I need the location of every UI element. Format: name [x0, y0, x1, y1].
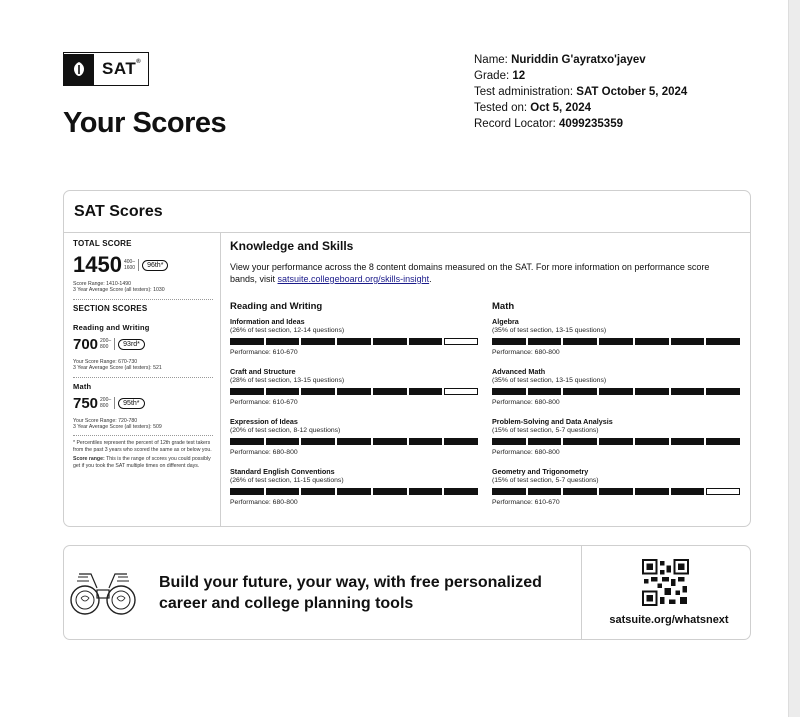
performance-bar-segment [337, 488, 371, 495]
total-percentile-badge: 96th* [142, 260, 168, 271]
performance-bar-segment [528, 388, 562, 395]
percentile-footnote: * Percentiles represent the percent of 12th grade test takers from the past 3 years who scored the same as or below you. [73, 440, 212, 453]
domain-item [492, 367, 740, 417]
total-average: 3 Year Average Score (all testers): 1030 [73, 287, 165, 294]
domain-item [230, 417, 478, 467]
math-score-scale: 200– 800 [100, 397, 115, 409]
qr-code-icon[interactable] [642, 559, 689, 606]
performance-bar-segment [444, 388, 478, 395]
performance-bar-segment [301, 488, 335, 495]
performance-bar-segment [671, 388, 705, 395]
sat-scores-card [63, 190, 751, 527]
sat-logo [63, 52, 149, 86]
performance-bar-segment [528, 488, 562, 495]
performance-bar [492, 338, 740, 345]
performance-bar-segment [301, 338, 335, 345]
rw-score-scale: 200– 800 [100, 338, 115, 350]
domain-item [492, 467, 740, 517]
rw-score: 700 [73, 335, 99, 353]
performance-bar-segment [599, 338, 633, 345]
knowledge-skills-description: View your performance across the 8 content domains measured on the SAT. For more information on performance score bands, visit satsuite.collegeboard.org/skills-insight. [230, 262, 710, 284]
performance-bar-segment [373, 338, 407, 345]
domain-weight: (26% of test section, 12-14 questions) [230, 327, 345, 334]
domain-weight: (35% of test section, 13-15 questions) [492, 377, 607, 384]
performance-bar-segment [409, 338, 443, 345]
performance-band: Performance: 610-670 [230, 399, 298, 406]
performance-bar-segment [444, 338, 478, 345]
domain-weight: (28% of test section, 13-15 questions) [230, 377, 345, 384]
performance-band: Performance: 680-800 [230, 449, 298, 456]
performance-bar-segment [706, 438, 740, 445]
performance-bar-segment [409, 388, 443, 395]
performance-bar-segment [671, 438, 705, 445]
performance-bar-segment [671, 488, 705, 495]
math-average: 3 Year Average Score (all testers): 509 [73, 424, 162, 431]
domain-item [230, 317, 478, 367]
performance-bar-segment [563, 438, 597, 445]
performance-bar-segment [635, 338, 669, 345]
performance-bar [230, 438, 478, 445]
domain-name: Advanced Math [492, 367, 546, 376]
score-range-footnote: Score range: This is the range of scores you could possibly get if you took the SAT multiple times on different days. [73, 456, 211, 469]
performance-bar-segment [337, 438, 371, 445]
performance-bar-segment [492, 338, 526, 345]
performance-bar-segment [706, 488, 740, 495]
performance-bar-segment [599, 438, 633, 445]
performance-bar-segment [266, 338, 300, 345]
performance-bar-segment [301, 388, 335, 395]
performance-bar-segment [635, 438, 669, 445]
rw-percentile-badge: 93rd* [118, 339, 145, 350]
domain-weight: (35% of test section, 13-15 questions) [492, 327, 607, 334]
performance-band: Performance: 610-670 [230, 349, 298, 356]
domain-weight: (26% of test section, 11-15 questions) [230, 477, 344, 484]
rw-score-range: Your Score Range: 670-730 [73, 358, 138, 365]
performance-band: Performance: 680-800 [230, 499, 298, 506]
scrollbar[interactable] [788, 0, 800, 717]
performance-bar-segment [563, 388, 597, 395]
performance-bar-segment [706, 338, 740, 345]
whatsnext-link[interactable]: satsuite.org/whatsnext [609, 614, 729, 626]
performance-bar-segment [409, 488, 443, 495]
performance-bar [230, 488, 478, 495]
performance-bar [230, 388, 478, 395]
tested-on: Oct 5, 2024 [530, 102, 592, 114]
whatsnext-banner [63, 545, 751, 640]
performance-bar-segment [266, 488, 300, 495]
total-score-range: Score Range: 1410-1490 [73, 281, 131, 287]
math-score: 750 [73, 394, 99, 412]
performance-bar-segment [671, 338, 705, 345]
performance-bar-segment [599, 388, 633, 395]
rw-average: 3 Year Average Score (all testers): 521 [73, 365, 162, 372]
domain-name: Algebra [492, 317, 519, 326]
performance-bar-segment [706, 388, 740, 395]
domain-weight: (15% of test section, 5-7 questions) [492, 477, 599, 484]
total-score-scale: 400– 1600 [124, 259, 139, 271]
domain-item [230, 367, 478, 417]
performance-bar-segment [444, 488, 478, 495]
performance-bar-segment [492, 438, 526, 445]
performance-bar-segment [599, 488, 633, 495]
performance-bar [492, 488, 740, 495]
performance-bar-segment [444, 438, 478, 445]
total-score-label: TOTAL SCORE [73, 239, 132, 248]
divider [64, 232, 750, 233]
performance-bar-segment [635, 488, 669, 495]
math-score-range: Your Score Range: 720-780 [73, 417, 138, 424]
domain-item [492, 417, 740, 467]
domain-name: Information and Ideas [230, 317, 305, 326]
performance-bar-segment [266, 388, 300, 395]
domain-item [492, 317, 740, 367]
divider [220, 232, 221, 526]
domain-weight: (15% of test section, 5-7 questions) [492, 427, 599, 434]
performance-bar-segment [337, 338, 371, 345]
performance-bar [492, 388, 740, 395]
logo-text: SAT® [102, 59, 142, 78]
performance-bar [230, 338, 478, 345]
knowledge-skills-title: Knowledge and Skills [230, 239, 354, 253]
performance-bar-segment [337, 388, 371, 395]
math-percentile-badge: 95th* [118, 398, 144, 409]
rw-domains-column [230, 301, 478, 517]
record-locator: 4099235359 [559, 118, 623, 130]
performance-bar-segment [492, 388, 526, 395]
student-name: Nuriddin G'ayratxo'jayev [511, 54, 646, 66]
performance-band: Performance: 610-670 [492, 499, 560, 506]
performance-bar-segment [492, 488, 526, 495]
grade: 12 [512, 70, 526, 82]
performance-band: Performance: 680-800 [492, 349, 560, 356]
performance-bar-segment [409, 438, 443, 445]
math-section-label: Math [73, 381, 92, 391]
performance-bar-segment [230, 438, 264, 445]
score-summary [73, 239, 213, 469]
performance-bar-segment [528, 438, 562, 445]
rw-domains-heading: Reading and Writing [230, 301, 323, 312]
page-title: Your Scores [63, 107, 227, 139]
student-info: Name: Nuriddin G'ayratxo'jayev Grade: 12 Test administration: SAT October 5, 2024 Tested on: Oct 5, 2024 Record Locator: 4099235359 [474, 54, 688, 130]
domain-name: Craft and Structure [230, 367, 296, 376]
card-title: SAT Scores [74, 203, 163, 220]
performance-bar-segment [230, 388, 264, 395]
performance-bar-segment [635, 388, 669, 395]
performance-bar-segment [373, 438, 407, 445]
performance-band: Performance: 680-800 [492, 449, 560, 456]
domain-name: Expression of Ideas [230, 417, 298, 426]
banner-headline: Build your future, your way, with free personalized career and college planning tools [159, 574, 542, 612]
domain-name: Standard English Conventions [230, 467, 335, 476]
total-score: 1450 [73, 252, 122, 277]
performance-bar-segment [266, 438, 300, 445]
skills-insight-link[interactable]: satsuite.collegeboard.org/skills-insight [277, 274, 430, 284]
test-administration: SAT October 5, 2024 [576, 86, 688, 98]
domain-name: Geometry and Trigonometry [492, 467, 589, 476]
binoculars-icon [69, 568, 139, 620]
performance-bar-segment [373, 388, 407, 395]
performance-bar-segment [230, 488, 264, 495]
math-domains-column [492, 301, 740, 517]
performance-bar-segment [563, 338, 597, 345]
performance-bar-segment [563, 488, 597, 495]
performance-bar [492, 438, 740, 445]
performance-bar-segment [373, 488, 407, 495]
domain-item [230, 467, 478, 517]
performance-bar-segment [301, 438, 335, 445]
performance-band: Performance: 680-800 [492, 399, 560, 406]
section-scores-label: SECTION SCORES [73, 303, 148, 313]
domain-name: Problem-Solving and Data Analysis [492, 417, 613, 426]
performance-bar-segment [230, 338, 264, 345]
math-domains-heading: Math [492, 301, 515, 312]
acorn-icon [64, 54, 94, 85]
rw-section-label: Reading and Writing [73, 322, 150, 332]
performance-bar-segment [528, 338, 562, 345]
domain-weight: (20% of test section, 8-12 questions) [230, 427, 341, 434]
